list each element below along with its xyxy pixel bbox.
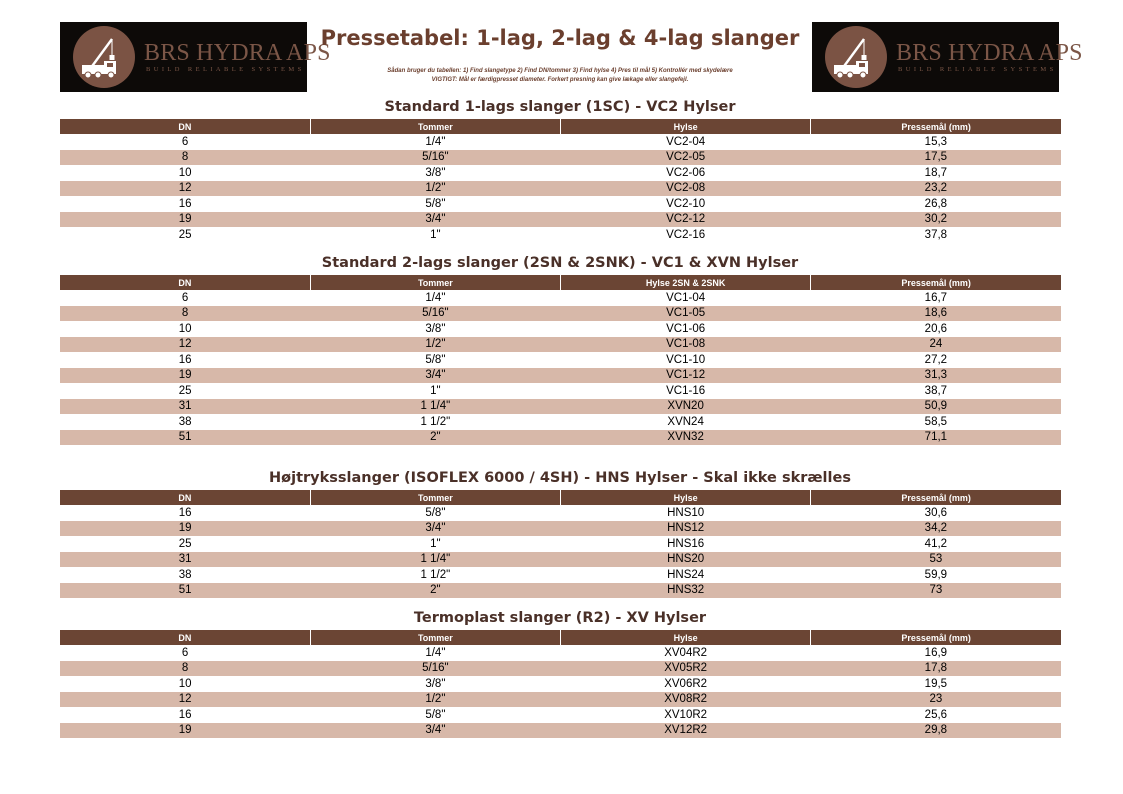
table-cell: HNS20 [561,552,811,568]
column-header: Tommer [310,275,560,290]
table-cell: 51 [60,430,310,446]
table-cell: VC1-05 [561,306,811,322]
table-row [60,383,1061,399]
table-row [60,290,1061,306]
table-row [60,196,1061,212]
page-title: Pressetabel: 1-lag, 2-lag & 4-lag slanger [320,26,800,50]
table-row [60,368,1061,384]
table-cell: VC2-05 [561,150,811,166]
table-row [60,352,1061,368]
table-cell: VC2-06 [666,166,706,179]
table-cell: XVN32 [561,430,811,446]
table-cell: 10 [178,166,192,179]
table-cell: 59,9 [924,568,948,581]
table-row [60,134,1061,150]
table-header-row [60,630,1061,645]
table-cell: 5/16" [310,661,560,677]
table-cell: XV12R2 [561,723,811,739]
table-cell: 17,5 [811,150,1061,166]
table-cell: 12 [60,181,310,197]
column-header: Pressemål (mm) [811,119,1061,134]
table-cell: 71,1 [811,430,1061,446]
logo-tagline: BUILD RELIABLE SYSTEMS [898,66,1057,73]
table-cell: 1 1/2" [420,415,451,428]
table-cell: 3/8" [425,677,446,690]
table-cell: 1/4" [425,135,446,148]
table-cell: 5/8" [425,708,446,721]
table-row [60,212,1061,228]
table-cell: 25 [178,537,192,550]
table-cell: 1 1/2" [420,568,451,581]
crane-truck-icon [68,25,140,89]
table-cell: 2" [310,430,560,446]
press-table-r2 [60,630,1061,738]
table-cell: 1 1/4" [310,399,560,415]
column-header: Pressemål (mm) [811,275,1061,290]
table-header-row [60,490,1061,505]
table-cell: VC1-12 [561,368,811,384]
table-row [60,181,1061,197]
table-row [60,692,1061,708]
table-cell: 6 [181,646,189,659]
table-row [60,150,1061,166]
table-cell: VC1-16 [666,384,706,397]
table-cell: 19 [60,368,310,384]
table-cell: 3/4" [310,212,560,228]
column-header: Hylse [561,630,811,645]
table-cell: VC1-06 [666,322,706,335]
table-row [60,707,1061,723]
table-cell: HNS32 [561,583,811,599]
table-cell: 31,3 [811,368,1061,384]
table-cell: 10 [178,677,192,690]
table-cell: 8 [60,306,310,322]
table-cell: XVN20 [561,399,811,415]
table-row [60,723,1061,739]
table-cell: 6 [181,135,189,148]
table-row [60,536,1061,552]
table-cell: 25 [178,228,192,241]
table-row [60,399,1061,415]
table-header-row [60,275,1061,290]
table-cell: VC2-10 [666,197,706,210]
table-cell: 3/4" [310,521,560,537]
table-cell: HNS12 [561,521,811,537]
table-cell: 16 [178,708,192,721]
table-cell: 10 [178,322,192,335]
table-cell: 5/8" [425,197,446,210]
table-row [60,661,1061,677]
table-row [60,583,1061,599]
table-cell: 73 [811,583,1061,599]
table-cell: VC2-16 [666,228,706,241]
table-cell: XV08R2 [561,692,811,708]
instructions [310,67,810,85]
table-cell: 16 [178,197,192,210]
table-cell: 25,6 [924,708,948,721]
table-cell: 38 [178,415,192,428]
table-row [60,567,1061,583]
table-cell: 5/8" [425,506,446,519]
table-cell: XV04R2 [664,646,708,659]
table-cell: 1/2" [310,181,560,197]
logo-tagline: BUILD RELIABLE SYSTEMS [146,66,305,73]
table-cell: 16,9 [924,646,948,659]
table-cell: 18,7 [924,166,948,179]
table-cell: 3/8" [425,322,446,335]
table-cell: 19 [60,212,310,228]
logo-company-name: BRS HYDRA APS [144,40,331,66]
table-row [60,430,1061,446]
table-row [60,165,1061,181]
logo-company-name: BRS HYDRA APS [896,40,1083,66]
table-row [60,676,1061,692]
table-row [60,645,1061,661]
column-header: Tommer [310,490,560,505]
table-cell: 5/8" [425,353,446,366]
table-cell: XV10R2 [664,708,708,721]
table-cell: 38,7 [924,384,948,397]
section-title-4sh: Højtryksslanger (ISOFLEX 6000 / 4SH) - HNS Hylser - Skal ikke skrælles [269,470,851,486]
table-cell: 29,8 [811,723,1061,739]
press-table-2sn [60,275,1061,445]
table-cell: 16,7 [924,291,948,304]
table-cell: 1/2" [310,337,560,353]
table-cell: 12 [60,692,310,708]
press-table-4sh [60,490,1061,598]
table-cell: 26,8 [924,197,948,210]
table-cell: 1/4" [425,646,446,659]
table-row [60,552,1061,568]
table-cell: 18,6 [811,306,1061,322]
table-cell: 12 [60,337,310,353]
table-row [60,321,1061,337]
table-cell: 17,8 [811,661,1061,677]
column-header: Pressemål (mm) [811,630,1061,645]
table-cell: 3/4" [310,723,560,739]
table-cell: 30,2 [811,212,1061,228]
table-cell: 5/16" [310,150,560,166]
column-header: Tommer [310,119,560,134]
table-cell: 34,2 [811,521,1061,537]
table-cell: VC2-08 [561,181,811,197]
table-row [60,414,1061,430]
table-cell: 51 [60,583,310,599]
column-header: DN [60,630,310,645]
company-logo-left [60,22,331,92]
press-table-1sc [60,119,1061,243]
table-cell: 27,2 [924,353,948,366]
table-cell: 37,8 [924,228,948,241]
table-cell: 1" [430,537,441,550]
company-logo-right [812,22,1083,92]
table-cell: 3/4" [310,368,560,384]
table-cell: 41,2 [924,537,948,550]
table-cell: XV05R2 [561,661,811,677]
table-cell: 19 [60,723,310,739]
table-cell: VC1-10 [666,353,706,366]
table-cell: XV06R2 [664,677,708,690]
table-cell: VC1-04 [666,291,706,304]
table-cell: VC1-08 [561,337,811,353]
table-cell: VC2-12 [561,212,811,228]
table-cell: 19,5 [924,677,948,690]
table-cell: 38 [178,568,192,581]
table-cell: 31 [60,399,310,415]
table-cell: 1 1/4" [310,552,560,568]
table-row [60,521,1061,537]
table-cell: 31 [60,552,310,568]
section-title-r2: Termoplast slanger (R2) - XV Hylser [413,610,707,626]
instructions-line-2: VIGTIGT: Mål er færdigpresset diameter. Forkert presning kan give lækage eller slangefejl. [431,77,689,83]
section-title-1sc: Standard 1-lags slanger (1SC) - VC2 Hylser [384,99,736,115]
column-header: Hylse [561,119,811,134]
column-header: Hylse [561,490,811,505]
table-cell: 6 [181,291,189,304]
table-cell: 58,5 [924,415,948,428]
column-header: Tommer [310,630,560,645]
table-cell: 50,9 [811,399,1061,415]
table-cell: 16 [178,506,192,519]
table-cell: 1/4" [425,291,446,304]
column-header: Hylse 2SN & 2SNK [561,275,811,290]
column-header: DN [60,119,310,134]
table-cell: 8 [60,150,310,166]
table-cell: 8 [60,661,310,677]
column-header: DN [60,490,310,505]
table-cell: 25 [178,384,192,397]
table-row [60,337,1061,353]
table-cell: 30,6 [924,506,948,519]
column-header: DN [60,275,310,290]
table-cell: 24 [811,337,1061,353]
table-cell: HNS24 [667,568,705,581]
table-cell: 19 [60,521,310,537]
table-cell: 15,3 [924,135,948,148]
table-cell: 3/8" [425,166,446,179]
table-cell: 1/2" [310,692,560,708]
table-cell: 53 [811,552,1061,568]
table-cell: XVN24 [667,415,704,428]
table-cell: 16 [178,353,192,366]
table-cell: 1" [430,384,441,397]
table-cell: 23,2 [811,181,1061,197]
table-cell: VC2-04 [666,135,706,148]
crane-truck-icon [820,25,892,89]
table-cell: HNS10 [667,506,705,519]
table-cell: 23 [811,692,1061,708]
table-cell: HNS16 [667,537,705,550]
instructions-line-1: Sådan bruger du tabellen: 1) Find slangetype 2) Find DN/tommer 3) Find hylse 4) Pres til mål 5) Kontrollér med skydelære [387,68,733,74]
section-title-2sn: Standard 2-lags slanger (2SN & 2SNK) - VC1 & XVN Hylser [321,255,799,271]
table-row [60,505,1061,521]
table-cell: 2" [310,583,560,599]
table-row [60,227,1061,243]
column-header: Pressemål (mm) [811,490,1061,505]
table-row [60,306,1061,322]
table-cell: 5/16" [310,306,560,322]
table-header-row [60,119,1061,134]
table-cell: 1" [430,228,441,241]
table-cell: 20,6 [924,322,948,335]
